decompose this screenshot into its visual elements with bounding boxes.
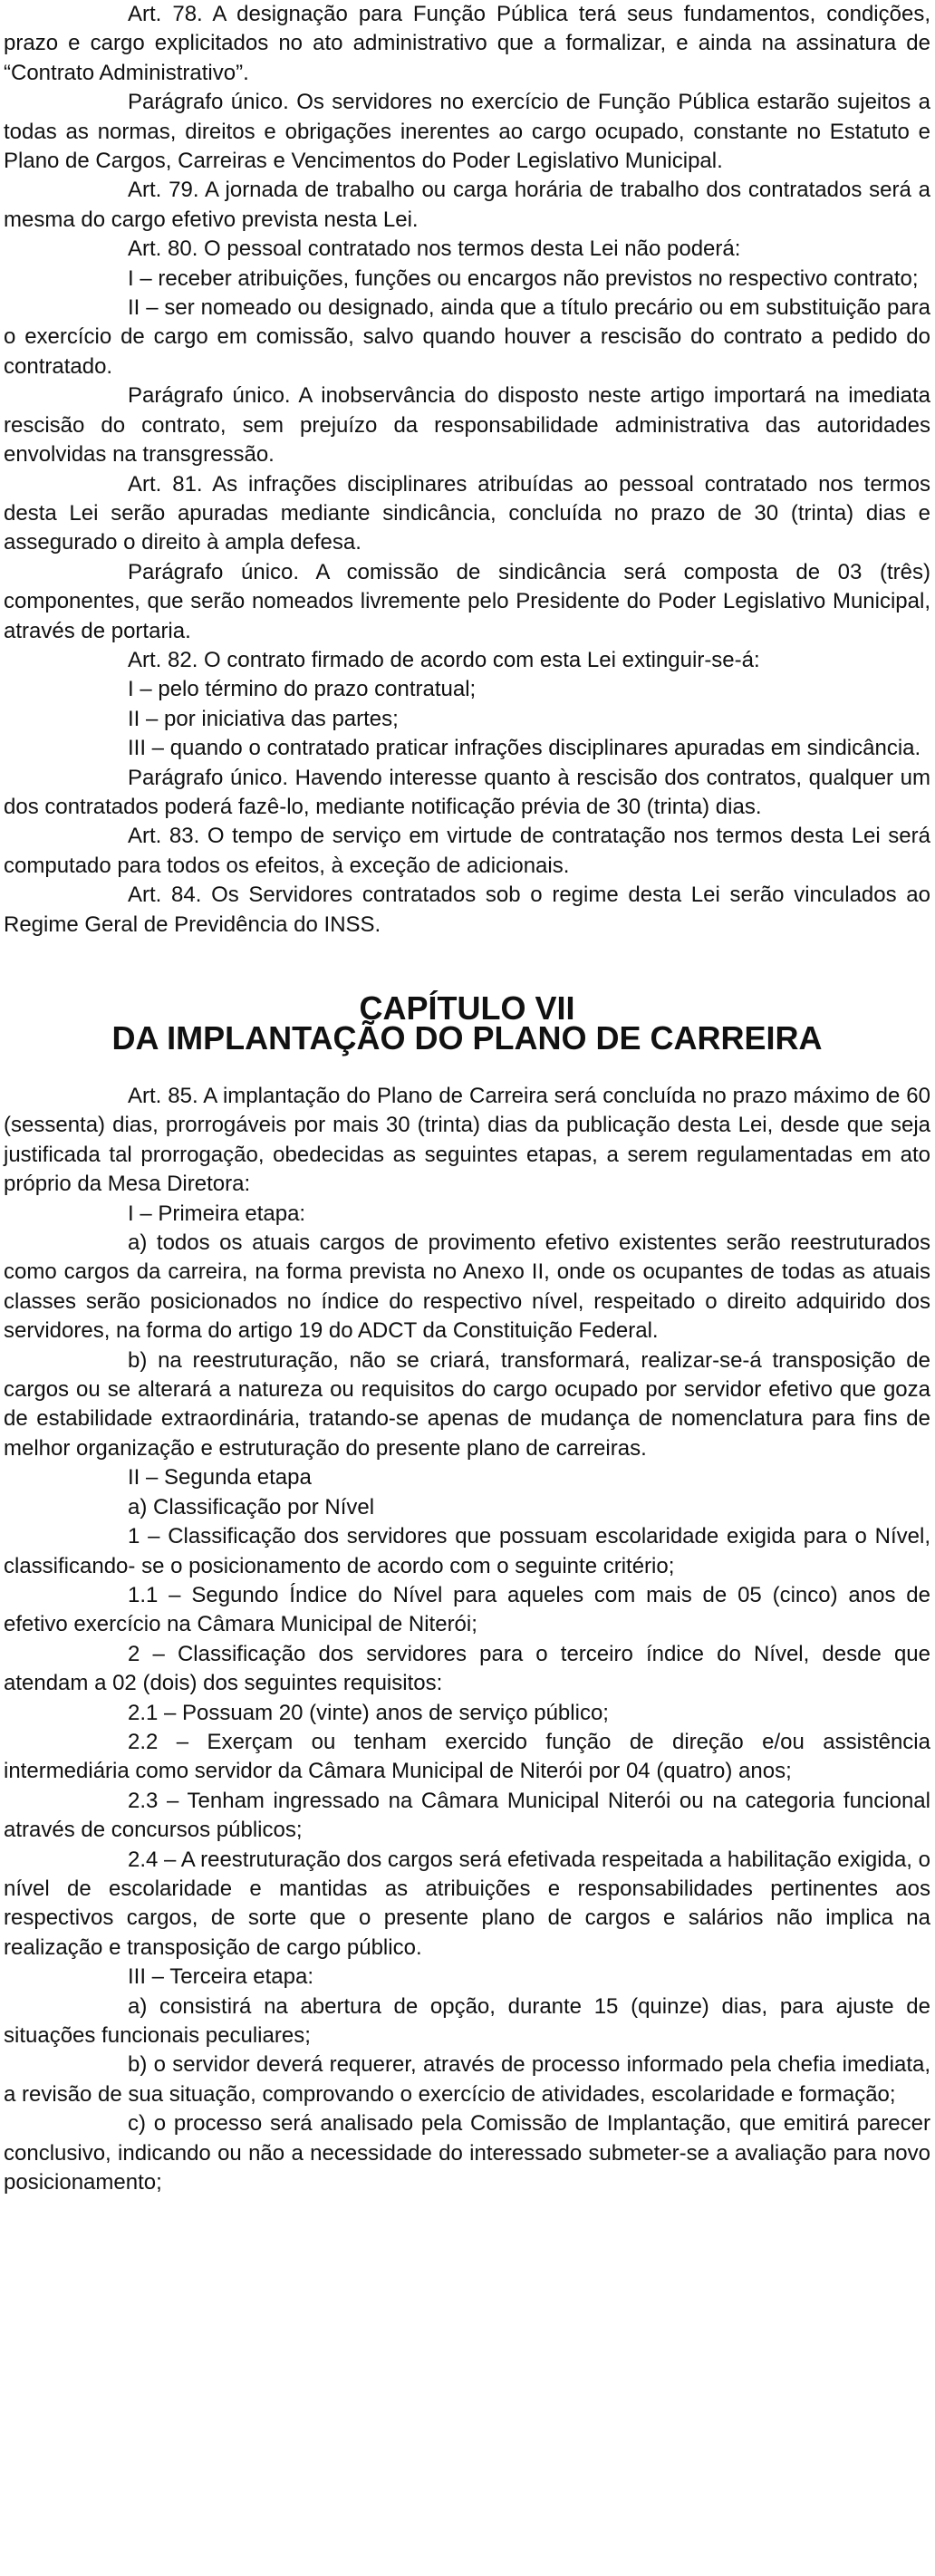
article-82-item-3: III – quando o contratado praticar infrações disciplinares apuradas em sindicância. [128,736,921,761]
stage-2-item-2-3: 2.3 – Tenham ingressado na Câmara Municipal Niterói ou na categoria funcional através de concursos públicos; [4,1788,930,1843]
stage-2-item-1-1: 1.1 – Segundo Índice do Nível para aqueles com mais de 05 (cinco) anos de efetivo exercício na Câmara Municipal de Niterói; [4,1582,930,1637]
stage-2-item-a: a) Classificação por Nível [128,1494,375,1520]
article-78: Art. 78. A designação para Função Pública terá seus fundamentos, condições, prazo e cargo explicitados no ato administrativo que a formalizar, e ainda na assinatura de “Contrato Administrativo”. [4,2,930,85]
article-80-sole-paragraph: Parágrafo único. A inobservância do disposto neste artigo importará na imediata rescisão do contrato, sem prejuízo da responsabilidade administrativa das autoridades envolvidas na transgressão. [4,383,930,468]
stage-2-item-2-1: 2.1 – Possuam 20 (vinte) anos de serviço público; [128,1700,609,1725]
article-80: Art. 80. O pessoal contratado nos termos desta Lei não poderá: [128,236,741,262]
article-85-section [4,1082,930,2197]
stage-3-item-a: a) consistirá na abertura de opção, durante 15 (quinze) dias, para ajuste de situações funcionais peculiares; [4,1993,930,2048]
stage-2: II – Segunda etapa [128,1465,312,1491]
stage-2-item-2-4: 2.4 – A reestruturação dos cargos será efetivada respeitada a habilitação exigida, o nível de escolaridade e mantidas as atribuições e responsabilidades pertinentes aos respectivos cargos, de sorte que o presente plano de cargos e salários não implica na realização e transposição de cargo público. [4,1847,930,1960]
article-80-item-2: II – ser nomeado ou designado, ainda que a título precário ou em substituição para o exercício de cargo em comissão, salvo quando houver a rescisão do contrato a pedido do contratado. [4,295,930,379]
article-84: Art. 84. Os Servidores contratados sob o regime desta Lei serão vinculados ao Regime Geral de Previdência do INSS. [4,883,930,937]
article-81-sole-paragraph: Parágrafo único. A comissão de sindicância será composta de 03 (três) componentes, que serão nomeados livremente pelo Presidente do Poder Legislativo Municipal, através de portaria. [4,559,930,643]
stage-1-item-b: b) na reestruturação, não se criará, transformará, realizar-se-á transposição de cargos ou se alterará a natureza ou requisitos do cargo ocupado por servidor efetivo que goza de estabilidade extraordinária, tratando-se apenas de mudança de nomenclatura para fins de melhor organização e estruturação do presente plano de carreiras. [4,1347,930,1461]
articles-78-to-84 [4,0,930,940]
stage-1-item-a: a) todos os atuais cargos de provimento efetivo existentes serão reestruturados como cargos da carreira, na forma prevista no Anexo II, onde os ocupantes de todas as atuais classes serão posicionados no índice do respectivo nível, respeitado o direito adquirido dos servidores, na forma do artigo 19 do ADCT da Constituição Federal. [4,1230,930,1344]
section-spacer [4,940,930,993]
chapter-title: DA IMPLANTAÇÃO DO PLANO DE CARREIRA [111,1019,823,1056]
article-82-sole-paragraph: Parágrafo único. Havendo interesse quanto à rescisão dos contratos, qualquer um dos contratados poderá fazê-lo, mediante notificação prévia de 30 (trinta) dias. [4,765,930,819]
article-82: Art. 82. O contrato firmado de acordo com esta Lei extinguir-se-á: [128,647,760,672]
chapter-heading [4,989,930,1056]
article-79: Art. 79. A jornada de trabalho ou carga horária de trabalho dos contratados será a mesma do cargo efetivo prevista nesta Lei. [4,178,930,232]
stage-2-item-2-2: 2.2 – Exerçam ou tenham exercido função de direção e/ou assistência intermediária como servidor da Câmara Municipal de Niterói por 04 (quatro) anos; [4,1729,930,1784]
article-82-item-2: II – por iniciativa das partes; [128,706,399,731]
stage-3: III – Terceira etapa: [128,1964,314,1990]
article-78-sole-paragraph: Parágrafo único. Os servidores no exercício de Função Pública estarão sujeitos a todas as normas, direitos e obrigações inerentes ao cargo ocupado, constante no Estatuto e Plano de Cargos, Carreiras e Vencimentos do Poder Legislativo Municipal. [4,90,930,174]
article-82-item-1: I – pelo término do prazo contratual; [128,677,477,702]
article-83: Art. 83. O tempo de serviço em virtude de contratação nos termos desta Lei será computado para todos os efeitos, à exceção de adicionais. [4,824,930,878]
chapter-number: CAPÍTULO VII [359,989,575,1027]
article-81: Art. 81. As infrações disciplinares atribuídas ao pessoal contratado nos termos desta Lei serão apuradas mediante sindicância, concluída no prazo de 30 (trinta) dias e assegurado o direito à ampla defesa. [4,471,930,555]
article-85: Art. 85. A implantação do Plano de Carreira será concluída no prazo máximo de 60 (sessenta) dias, prorrogáveis por mais 30 (trinta) dias da publicação desta Lei, desde que seja justificada tal prorrogação, obedecidas as seguintes etapas, a serem regulamentadas em ato próprio da Mesa Diretora: [4,1084,930,1197]
stage-3-item-c: c) o processo será analisado pela Comissão de Implantação, que emitirá parecer conclusivo, indicando ou não a necessidade do interessado submeter-se a avaliação para novo posicionamento; [4,2111,930,2195]
heading-spacer [4,1053,930,1082]
stage-2-item-1: 1 – Classificação dos servidores que possuam escolaridade exigida para o Nível, classificando- se o posicionamento de acordo com o seguinte critério; [4,1524,930,1578]
stage-1: I – Primeira etapa: [128,1201,306,1226]
stage-3-item-b: b) o servidor deverá requerer, através de processo informado pela chefia imediata, a revisão de sua situação, comprovando o exercício de atividades, escolaridade e formação; [4,2052,930,2107]
article-80-item-1: I – receber atribuições, funções ou encargos não previstos no respectivo contrato; [128,265,919,291]
stage-2-item-2: 2 – Classificação dos servidores para o terceiro índice do Nível, desde que atendam a 02 (dois) dos seguintes requisitos: [4,1641,930,1696]
